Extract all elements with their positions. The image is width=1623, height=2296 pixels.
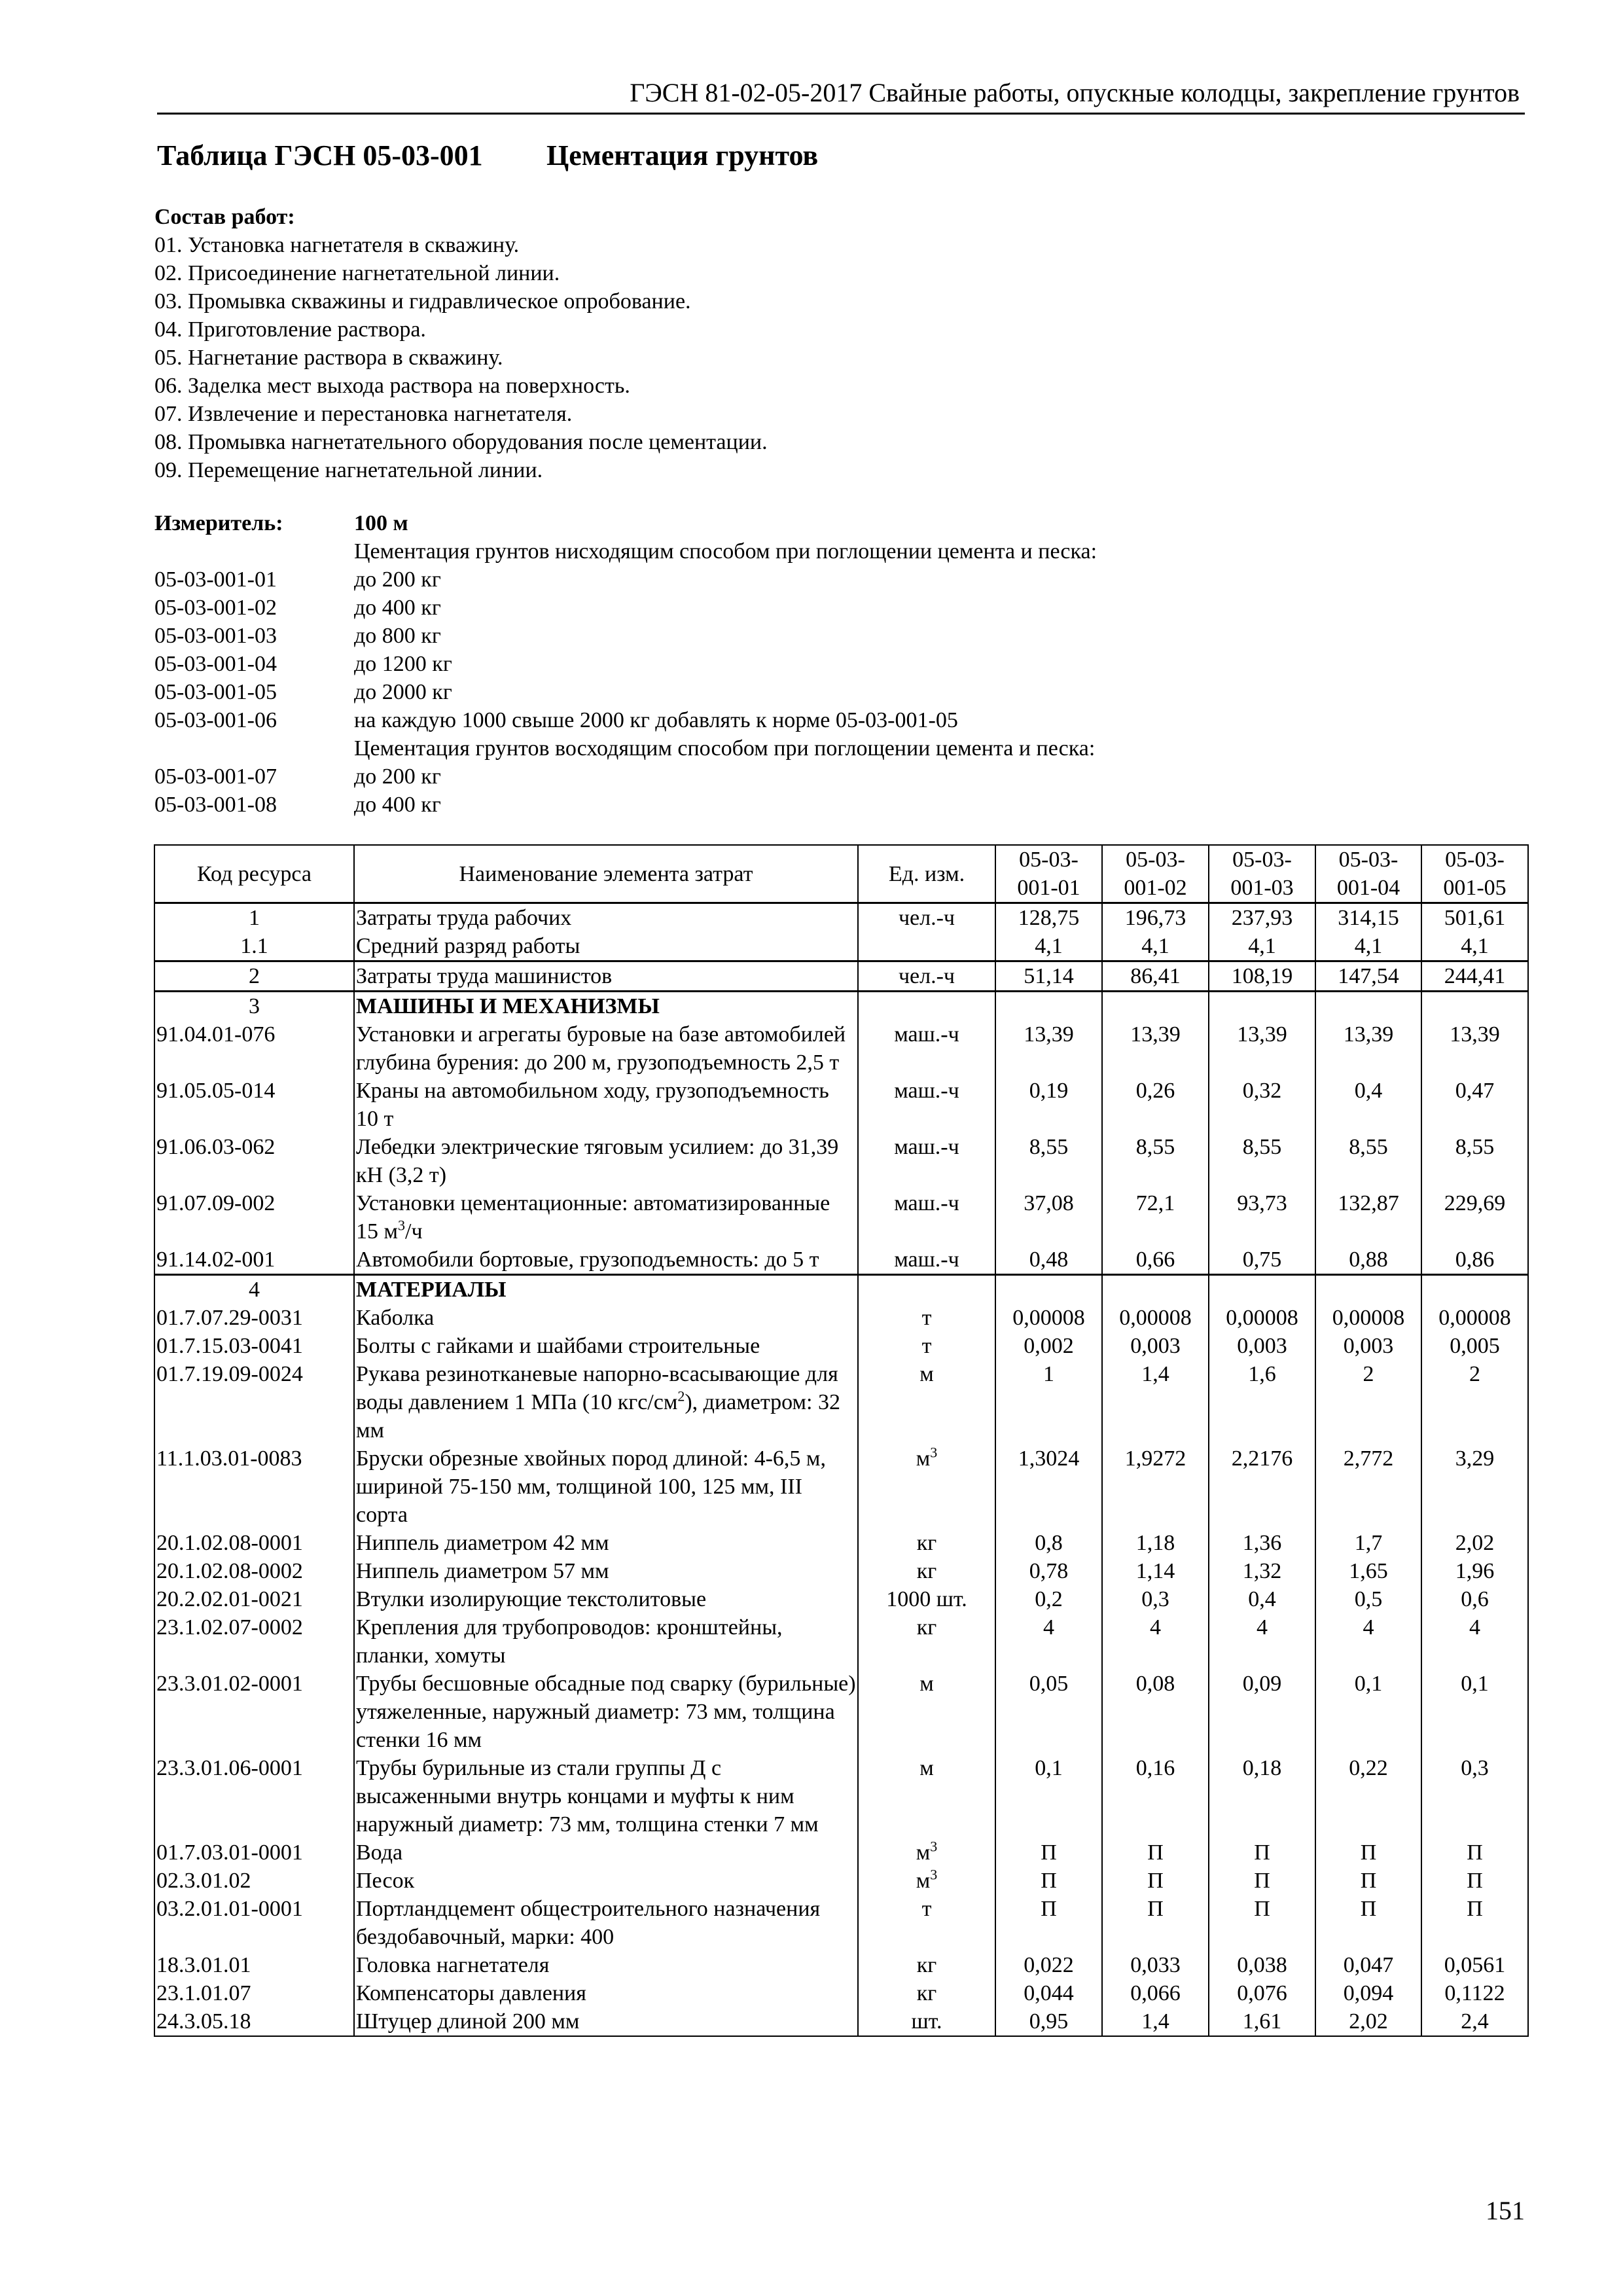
norm-value: 501,61: [1421, 903, 1528, 933]
resource-name: Ниппель диаметром 42 мм: [354, 1529, 858, 1557]
norm-description: Цементация грунтов нисходящим способом при поглощении цемента и песка:: [354, 539, 1097, 564]
resource-unit: маш.-ч: [858, 1020, 995, 1077]
work-composition-heading: Состав работ:: [154, 205, 295, 229]
norm-value: 0,1: [995, 1754, 1102, 1839]
page-number: 151: [1486, 2196, 1525, 2225]
table-body: [154, 903, 1528, 2037]
meter-norm-list: [154, 537, 1529, 819]
norm-value: 0,08: [1102, 1670, 1209, 1754]
norm-value: П: [1315, 1867, 1421, 1895]
norm-value: 0,005: [1421, 1332, 1528, 1360]
norm-value: 0,16: [1102, 1754, 1209, 1839]
resource-name: Трубы бесшовные обсадные под сварку (бурильные) утяжеленные, наружный диаметр: 73 мм, толщина стенки 16 мм: [354, 1670, 858, 1754]
norm-value: 1,32: [1209, 1557, 1315, 1585]
resource-name: Ниппель диаметром 57 мм: [354, 1557, 858, 1585]
resource-code: 02.3.01.02: [154, 1867, 354, 1895]
resource-name: МАШИНЫ И МЕХАНИЗМЫ: [354, 992, 858, 1021]
resource-code: 1: [154, 903, 354, 933]
resource-unit: кг: [858, 1613, 995, 1670]
norm-value: 128,75: [995, 903, 1102, 933]
norm-value: 0,0561: [1421, 1951, 1528, 1979]
resource-row: [154, 1246, 1528, 1275]
resource-row: [154, 1304, 1528, 1332]
norm-value: П: [1102, 1839, 1209, 1867]
work-step: 04. Приготовление раствора.: [154, 317, 426, 342]
norm-value: 4,1: [1421, 932, 1528, 961]
header-name: Наименование элемента затрат: [354, 845, 858, 903]
norm-value: 0,033: [1102, 1951, 1209, 1979]
norm-value: 0,48: [995, 1246, 1102, 1275]
table-title: [157, 139, 818, 172]
norm-code: 05-03-001-08: [154, 793, 277, 817]
resource-row: [154, 1585, 1528, 1613]
resource-row: [154, 932, 1528, 961]
resource-name: Крепления для трубопроводов: кронштейны, планки, хомуты: [354, 1613, 858, 1670]
norm-description: до 400 кг: [354, 793, 441, 817]
norm-value: [1209, 992, 1315, 1021]
norm-value: [995, 992, 1102, 1021]
resource-row: [154, 1754, 1528, 1839]
norm-value: [1421, 992, 1528, 1021]
norm-value: 0,1: [1421, 1670, 1528, 1754]
norm-value: 0,00008: [1421, 1304, 1528, 1332]
resource-unit: маш.-ч: [858, 1189, 995, 1246]
resource-row: [154, 1189, 1528, 1246]
resource-code: 20.2.02.01-0021: [154, 1585, 354, 1613]
norm-value: 0,4: [1315, 1077, 1421, 1133]
meter-norm-row: [154, 594, 1529, 622]
norm-value: 0,32: [1209, 1077, 1315, 1133]
norm-value: 4,1: [1209, 932, 1315, 961]
norm-value: 237,93: [1209, 903, 1315, 933]
norm-value: 13,39: [1421, 1020, 1528, 1077]
norm-value: [1209, 1275, 1315, 1304]
section-row: [154, 992, 1528, 1021]
resource-row: [154, 1332, 1528, 1360]
norm-value: 0,18: [1209, 1754, 1315, 1839]
norm-value: 244,41: [1421, 961, 1528, 992]
norm-code: 05-03-001-06: [154, 708, 277, 732]
running-header-text: ГЭСН 81-02-05-2017 Свайные работы, опускные колодцы, закрепление грунтов: [630, 78, 1520, 107]
meter-value: 100 м: [354, 511, 408, 535]
resource-name: Каболка: [354, 1304, 858, 1332]
resource-row: [154, 1444, 1528, 1529]
resource-row: [154, 1360, 1528, 1444]
resource-unit: чел.-ч: [858, 903, 995, 933]
resource-row: [154, 1867, 1528, 1895]
resource-code: 20.1.02.08-0001: [154, 1529, 354, 1557]
norm-code: 05-03-001-01: [154, 567, 277, 592]
norm-value: 1,9272: [1102, 1444, 1209, 1529]
resource-unit: маш.-ч: [858, 1246, 995, 1275]
resource-name: Затраты труда машинистов: [354, 961, 858, 992]
norm-value: П: [1209, 1839, 1315, 1867]
norm-value: 0,094: [1315, 1979, 1421, 2007]
norm-value: 0,002: [995, 1332, 1102, 1360]
resource-unit: кг: [858, 1557, 995, 1585]
norm-value: 229,69: [1421, 1189, 1528, 1246]
resource-unit: [858, 1275, 995, 1304]
resource-name: Лебедки электрические тяговым усилием: до 31,39 кН (3,2 т): [354, 1133, 858, 1189]
norm-value: 0,2: [995, 1585, 1102, 1613]
resource-code: 91.06.03-062: [154, 1133, 354, 1189]
resource-row: [154, 1020, 1528, 1077]
norm-value: [1315, 1275, 1421, 1304]
resource-row: [154, 903, 1528, 933]
resource-unit: кг: [858, 1951, 995, 1979]
resource-code: 20.1.02.08-0002: [154, 1557, 354, 1585]
resource-name: Штуцер длиной 200 мм: [354, 2007, 858, 2036]
norm-description: до 400 кг: [354, 596, 441, 620]
resource-name: Вода: [354, 1839, 858, 1867]
resource-code: 23.3.01.06-0001: [154, 1754, 354, 1839]
resource-row: [154, 1557, 1528, 1585]
norm-value: 1,96: [1421, 1557, 1528, 1585]
norm-value: [1315, 992, 1421, 1021]
norm-value: 2: [1421, 1360, 1528, 1444]
norm-value: 0,19: [995, 1077, 1102, 1133]
norm-value: 0,95: [995, 2007, 1102, 2036]
norm-value: П: [1421, 1867, 1528, 1895]
resource-row: [154, 2007, 1528, 2036]
norm-value: 4,1: [1315, 932, 1421, 961]
norm-value: 4: [995, 1613, 1102, 1670]
resource-code: 18.3.01.01: [154, 1951, 354, 1979]
meter-norm-row: [154, 537, 1529, 565]
resource-code: 11.1.03.01-0083: [154, 1444, 354, 1529]
resource-row: [154, 961, 1528, 992]
norm-value: 1,61: [1209, 2007, 1315, 2036]
resource-unit: м: [858, 1360, 995, 1444]
norm-value: 0,09: [1209, 1670, 1315, 1754]
resource-row: [154, 1895, 1528, 1951]
norm-value: 2,772: [1315, 1444, 1421, 1529]
norm-value: 0,022: [995, 1951, 1102, 1979]
norm-code: 05-03-001-04: [154, 652, 277, 676]
resource-name: Компенсаторы давления: [354, 1979, 858, 2007]
norm-value: 13,39: [995, 1020, 1102, 1077]
resource-unit: $м^3$: [858, 1839, 995, 1867]
meter-norm-row: [154, 565, 1529, 594]
norm-value: 0,00008: [995, 1304, 1102, 1332]
resource-name: Песок: [354, 1867, 858, 1895]
resource-unit: кг: [858, 1529, 995, 1557]
norm-value: 0,076: [1209, 1979, 1315, 2007]
work-step: 03. Промывка скважины и гидравлическое опробование.: [154, 289, 691, 314]
header-norm-col: 05-03- 001-03: [1209, 845, 1315, 903]
resource-name: Портландцемент общестроительного назначения бездобавочный, марки: 400: [354, 1895, 858, 1951]
header-code: Код ресурса: [154, 845, 354, 903]
norm-value: 4,1: [995, 932, 1102, 961]
norm-value: 3,29: [1421, 1444, 1528, 1529]
norm-value: 0,75: [1209, 1246, 1315, 1275]
norm-value: [1102, 1275, 1209, 1304]
norm-value: 0,003: [1209, 1332, 1315, 1360]
norm-value: 2,4: [1421, 2007, 1528, 2036]
norm-value: 1,3024: [995, 1444, 1102, 1529]
resource-row: [154, 1839, 1528, 1867]
header-norm-col: 05-03- 001-01: [995, 845, 1102, 903]
meter-row: [154, 509, 1529, 537]
work-step: 02. Присоединение нагнетательной линии.: [154, 261, 560, 285]
norm-value: [1421, 1275, 1528, 1304]
resource-code: 03.2.01.01-0001: [154, 1895, 354, 1951]
norm-description: до 800 кг: [354, 624, 441, 648]
resource-name: Головка нагнетателя: [354, 1951, 858, 1979]
resource-unit: 1000 шт.: [858, 1585, 995, 1613]
header-unit: Ед. изм.: [858, 845, 995, 903]
meter-norm-row: [154, 762, 1529, 791]
resource-code: 91.04.01-076: [154, 1020, 354, 1077]
resource-name: Автомобили бортовые, грузоподъемность: до 5 т: [354, 1246, 858, 1275]
norm-value: 1,65: [1315, 1557, 1421, 1585]
meter-norm-row: [154, 678, 1529, 706]
norm-value: 2: [1315, 1360, 1421, 1444]
resource-unit: шт.: [858, 2007, 995, 2036]
norm-code: 05-03-001-07: [154, 764, 277, 789]
resource-name: Болты с гайками и шайбами строительные: [354, 1332, 858, 1360]
norm-value: 132,87: [1315, 1189, 1421, 1246]
meter-norm-row: [154, 791, 1529, 819]
norm-value: 0,22: [1315, 1754, 1421, 1839]
norm-description: до 200 кг: [354, 567, 441, 592]
norm-value: 108,19: [1209, 961, 1315, 992]
norm-value: П: [1315, 1839, 1421, 1867]
norm-value: П: [1421, 1839, 1528, 1867]
resource-code: 3: [154, 992, 354, 1021]
norm-value: 196,73: [1102, 903, 1209, 933]
resource-name: Втулки изолирующие текстолитовые: [354, 1585, 858, 1613]
work-step: 06. Заделка мест выхода раствора на поверхность.: [154, 374, 630, 398]
resource-unit: чел.-ч: [858, 961, 995, 992]
resource-code: 23.3.01.02-0001: [154, 1670, 354, 1754]
resource-unit: т: [858, 1304, 995, 1332]
norm-value: П: [1421, 1895, 1528, 1951]
norm-value: П: [1209, 1867, 1315, 1895]
norm-value: 0,6: [1421, 1585, 1528, 1613]
norm-value: 8,55: [1209, 1133, 1315, 1189]
norm-value: 37,08: [995, 1189, 1102, 1246]
norm-value: 0,26: [1102, 1077, 1209, 1133]
running-header: [157, 73, 1525, 115]
norm-value: 147,54: [1315, 961, 1421, 992]
norm-value: 0,78: [995, 1557, 1102, 1585]
norm-description: Цементация грунтов восходящим способом при поглощении цемента и песка:: [354, 736, 1096, 761]
resource-unit: т: [858, 1895, 995, 1951]
resource-row: [154, 1670, 1528, 1754]
norm-code: 05-03-001-03: [154, 624, 277, 648]
resource-code: 91.05.05-014: [154, 1077, 354, 1133]
resource-row: [154, 1133, 1528, 1189]
norm-value: 0,066: [1102, 1979, 1209, 2007]
resource-name: Бруски обрезные хвойных пород длиной: 4-6,5 м, шириной 75-150 мм, толщиной 100, 125 мм, III сорта: [354, 1444, 858, 1529]
meter-norm-row: [154, 622, 1529, 650]
norm-value: 0,88: [1315, 1246, 1421, 1275]
resource-unit: м: [858, 1670, 995, 1754]
resource-unit: [858, 932, 995, 961]
resource-code: 2: [154, 961, 354, 992]
resource-code: 91.14.02-001: [154, 1246, 354, 1275]
norm-value: 8,55: [1421, 1133, 1528, 1189]
resource-row: [154, 1951, 1528, 1979]
norm-value: 0,038: [1209, 1951, 1315, 1979]
norm-value: 1,14: [1102, 1557, 1209, 1585]
norm-value: 0,3: [1421, 1754, 1528, 1839]
resource-name: Трубы бурильные из стали группы Д с высаженными внутрь концами и муфты к ним наружный диаметр: 73 мм, толщина стенки 7 мм: [354, 1754, 858, 1839]
norm-value: 51,14: [995, 961, 1102, 992]
meter-norm-row: [154, 650, 1529, 678]
norm-value: 0,8: [995, 1529, 1102, 1557]
norm-value: 4: [1421, 1613, 1528, 1670]
norm-value: 314,15: [1315, 903, 1421, 933]
norm-description: на каждую 1000 свыше 2000 кг добавлять к норме 05-03-001-05: [354, 708, 958, 732]
resource-unit: $м^3$: [858, 1867, 995, 1895]
table-title-code: Таблица ГЭСН 05-03-001: [157, 139, 483, 171]
resource-code: 91.07.09-002: [154, 1189, 354, 1246]
norm-value: 1,4: [1102, 1360, 1209, 1444]
norm-value: 72,1: [1102, 1189, 1209, 1246]
norm-description: до 1200 кг: [354, 652, 452, 676]
resource-code: 01.7.03.01-0001: [154, 1839, 354, 1867]
resource-code: 23.1.02.07-0002: [154, 1613, 354, 1670]
norm-value: 0,00008: [1209, 1304, 1315, 1332]
work-step: 01. Установка нагнетателя в скважину.: [154, 233, 520, 257]
norm-value: П: [1315, 1895, 1421, 1951]
resource-row: [154, 1077, 1528, 1133]
resource-name: МАТЕРИАЛЫ: [354, 1275, 858, 1304]
resource-row: [154, 1979, 1528, 2007]
norm-value: 1,6: [1209, 1360, 1315, 1444]
norm-value: 0,003: [1102, 1332, 1209, 1360]
work-step: 09. Перемещение нагнетательной линии.: [154, 458, 543, 482]
meter-label: Измеритель:: [154, 511, 283, 535]
norm-value: 86,41: [1102, 961, 1209, 992]
norm-value: 13,39: [1209, 1020, 1315, 1077]
resource-code: 1.1: [154, 932, 354, 961]
resource-code: 01.7.07.29-0031: [154, 1304, 354, 1332]
norm-value: 1,36: [1209, 1529, 1315, 1557]
norm-value: [995, 1275, 1102, 1304]
norm-value: 0,4: [1209, 1585, 1315, 1613]
norm-value: П: [995, 1867, 1102, 1895]
resource-code: 23.1.01.07: [154, 1979, 354, 2007]
norm-value: 1,4: [1102, 2007, 1209, 2036]
norm-description: до 2000 кг: [354, 680, 452, 704]
resource-name: Установки и агрегаты буровые на базе автомобилей глубина бурения: до 200 м, грузоподъемность 2,5 т: [354, 1020, 858, 1077]
norm-value: П: [1102, 1895, 1209, 1951]
resource-unit: м: [858, 1754, 995, 1839]
norm-value: 4: [1315, 1613, 1421, 1670]
header-norm-col: 05-03- 001-05: [1421, 845, 1528, 903]
norm-code: [154, 537, 354, 565]
norm-value: [1102, 992, 1209, 1021]
resource-name: Рукава резинотканевые напорно-всасывающие для воды давлением 1 МПа (10 кгс/$см^2$), диаметром: 32 мм: [354, 1360, 858, 1444]
norm-value: 8,55: [995, 1133, 1102, 1189]
norm-value: П: [1102, 1867, 1209, 1895]
norm-value: 2,2176: [1209, 1444, 1315, 1529]
norm-value: 0,047: [1315, 1951, 1421, 1979]
norm-value: 0,5: [1315, 1585, 1421, 1613]
norm-value: 13,39: [1102, 1020, 1209, 1077]
norm-value: П: [995, 1839, 1102, 1867]
norm-value: 0,003: [1315, 1332, 1421, 1360]
norm-value: 1,7: [1315, 1529, 1421, 1557]
norm-value: П: [1209, 1895, 1315, 1951]
norm-value: 0,66: [1102, 1246, 1209, 1275]
resource-name: Установки цементационные: автоматизированные 15 $м^3/ч$: [354, 1189, 858, 1246]
meter-norm-row: [154, 706, 1529, 734]
resource-unit: маш.-ч: [858, 1133, 995, 1189]
header-norm-col: 05-03- 001-02: [1102, 845, 1209, 903]
work-composition: [154, 203, 768, 484]
norm-value: 8,55: [1315, 1133, 1421, 1189]
resource-unit: маш.-ч: [858, 1077, 995, 1133]
norm-value: 0,044: [995, 1979, 1102, 2007]
norm-code: 05-03-001-02: [154, 596, 277, 620]
norm-value: 1: [995, 1360, 1102, 1444]
norm-code: 05-03-001-05: [154, 680, 277, 704]
norm-value: 13,39: [1315, 1020, 1421, 1077]
section-row: [154, 1275, 1528, 1304]
resource-code: 4: [154, 1275, 354, 1304]
norm-value: 0,47: [1421, 1077, 1528, 1133]
resource-table: [154, 844, 1529, 2037]
norm-value: 0,3: [1102, 1585, 1209, 1613]
norm-description: до 200 кг: [354, 764, 441, 789]
meter-norm-row: [154, 734, 1529, 762]
table-title-name: Цементация грунтов: [546, 139, 819, 171]
meter-section: [154, 509, 1529, 819]
norm-value: 4,1: [1102, 932, 1209, 961]
resource-unit: кг: [858, 1979, 995, 2007]
work-step: 07. Извлечение и перестановка нагнетателя.: [154, 402, 573, 426]
resource-unit: т: [858, 1332, 995, 1360]
work-step: 08. Промывка нагнетательного оборудования после цементации.: [154, 430, 768, 454]
norm-value: 8,55: [1102, 1133, 1209, 1189]
resource-row: [154, 1613, 1528, 1670]
norm-value: 0,00008: [1102, 1304, 1209, 1332]
resource-unit: $м^3$: [858, 1444, 995, 1529]
resource-name: Затраты труда рабочих: [354, 903, 858, 933]
resource-code: 01.7.19.09-0024: [154, 1360, 354, 1444]
table-header-row: [154, 845, 1528, 903]
work-step: 05. Нагнетание раствора в скважину.: [154, 346, 503, 370]
norm-value: П: [995, 1895, 1102, 1951]
resource-row: [154, 1529, 1528, 1557]
resource-code: 01.7.15.03-0041: [154, 1332, 354, 1360]
norm-value: 4: [1209, 1613, 1315, 1670]
norm-value: 4: [1102, 1613, 1209, 1670]
resource-name: Краны на автомобильном ходу, грузоподъемность 10 т: [354, 1077, 858, 1133]
norm-value: 0,00008: [1315, 1304, 1421, 1332]
header-norm-col: 05-03- 001-04: [1315, 845, 1421, 903]
resource-unit: [858, 992, 995, 1021]
norm-value: 0,86: [1421, 1246, 1528, 1275]
norm-value: 93,73: [1209, 1189, 1315, 1246]
norm-code: [154, 734, 354, 762]
norm-value: 0,1122: [1421, 1979, 1528, 2007]
resource-code: 24.3.05.18: [154, 2007, 354, 2036]
norm-value: 2,02: [1315, 2007, 1421, 2036]
norm-value: 0,05: [995, 1670, 1102, 1754]
resource-name: Средний разряд работы: [354, 932, 858, 961]
norm-value: 2,02: [1421, 1529, 1528, 1557]
norm-value: 0,1: [1315, 1670, 1421, 1754]
norm-value: 1,18: [1102, 1529, 1209, 1557]
